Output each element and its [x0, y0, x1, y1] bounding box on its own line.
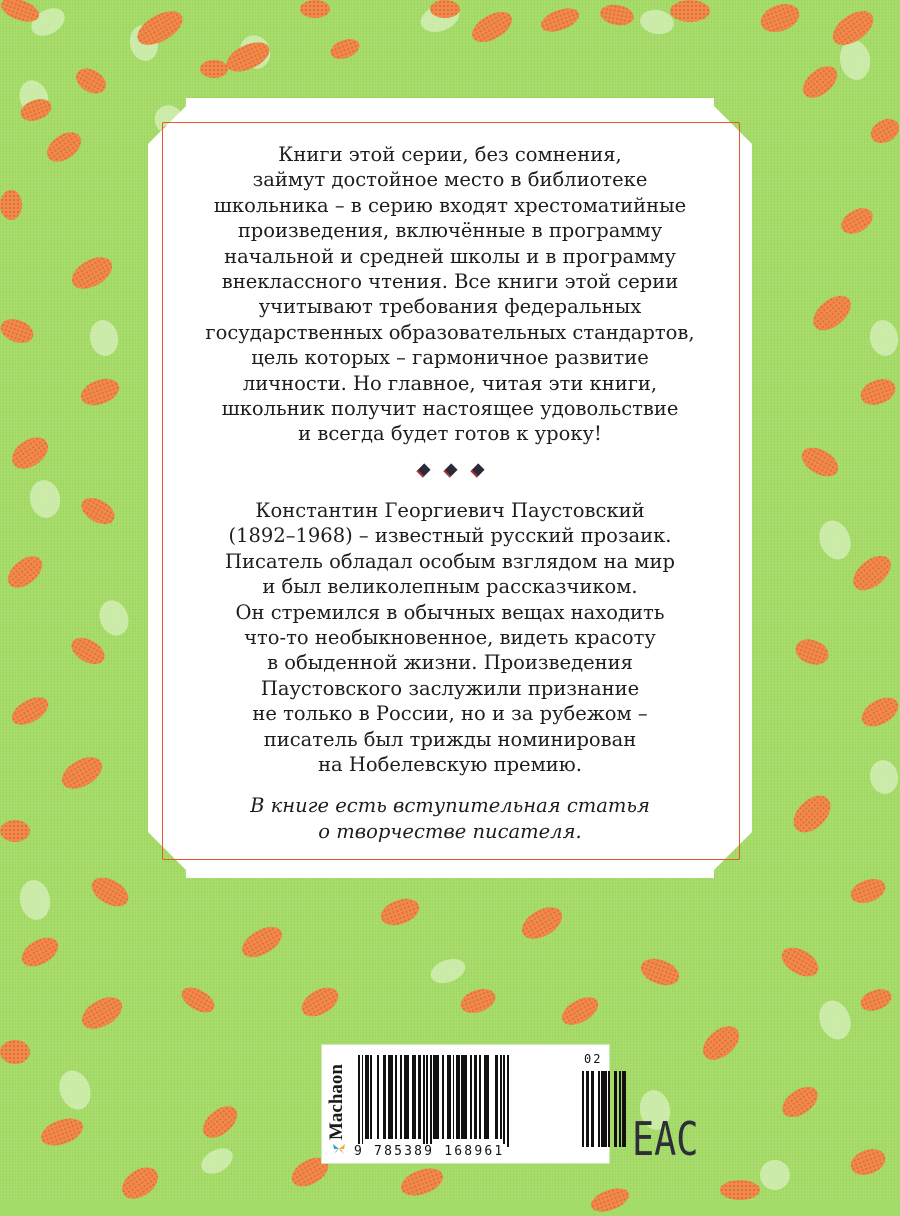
- text-line: в обыденной жизни. Произведения: [267, 651, 633, 675]
- series-description: [180, 142, 720, 447]
- back-cover-text: [180, 142, 720, 844]
- intro-article-note: [180, 793, 720, 844]
- publisher-name: Machaon: [326, 1064, 347, 1140]
- publisher-logo: [326, 1051, 348, 1157]
- text-line: на Нобелевскую премию.: [318, 752, 582, 776]
- text-line: начальной и средней школы и в программу: [224, 244, 676, 268]
- text-line: о творчестве писателя.: [318, 819, 582, 843]
- machaon-butterfly-icon: [332, 1143, 346, 1155]
- text-line: и всегда будет готов к уроку!: [298, 422, 602, 446]
- diamond-ornament-icon: [443, 463, 457, 477]
- text-line: что-то необыкновенное, видеть красоту: [244, 625, 656, 649]
- text-line: школьник получит настоящее удовольствие: [221, 397, 679, 421]
- isbn-barcode: [321, 1044, 610, 1164]
- text-line: цель которых – гармоничное развитие: [251, 346, 649, 370]
- text-line: государственных образовательных стандартов,: [205, 320, 695, 344]
- barcode-addon-number: 02: [584, 1052, 603, 1066]
- text-line: (1892–1968) – известный русский прозаик.: [228, 524, 672, 548]
- text-line: писатель был трижды номинирован: [263, 727, 637, 751]
- text-line: Писатель обладал особым взглядом на мир: [225, 549, 675, 573]
- text-line: займут достойное место в библиотеке: [252, 168, 648, 192]
- text-line: В книге есть вступительная статья: [250, 794, 650, 818]
- text-line: Паустовского заслужили признание: [260, 676, 640, 700]
- text-line: произведения, включённые в программу: [237, 219, 663, 243]
- ornament-divider: [180, 465, 720, 476]
- barcode-bars: [358, 1055, 568, 1147]
- text-line: Книги этой серии, без сомнения,: [278, 143, 622, 166]
- diamond-ornament-icon: [470, 463, 484, 477]
- text-line: не только в России, но и за рубежом –: [252, 702, 648, 726]
- eac-certification-mark: EAC: [632, 1112, 699, 1166]
- barcode-number: 9 785389 168961: [354, 1144, 505, 1159]
- text-line: Он стремился в обычных вещах находить: [235, 600, 665, 624]
- barcode-addon-bars: [582, 1071, 626, 1147]
- text-line: Константин Георгиевич Паустовский: [255, 498, 645, 522]
- text-line: и был великолепным рассказчиком.: [262, 575, 638, 599]
- text-line: личности. Но главное, читая эти книги,: [242, 371, 658, 395]
- text-line: учитывают требования федеральных: [258, 295, 642, 319]
- text-line: школьника – в серию входят хрестоматийные: [213, 193, 687, 217]
- text-line: внеклассного чтения. Все книги этой серии: [221, 270, 679, 294]
- author-description: [180, 498, 720, 777]
- diamond-ornament-icon: [416, 463, 430, 477]
